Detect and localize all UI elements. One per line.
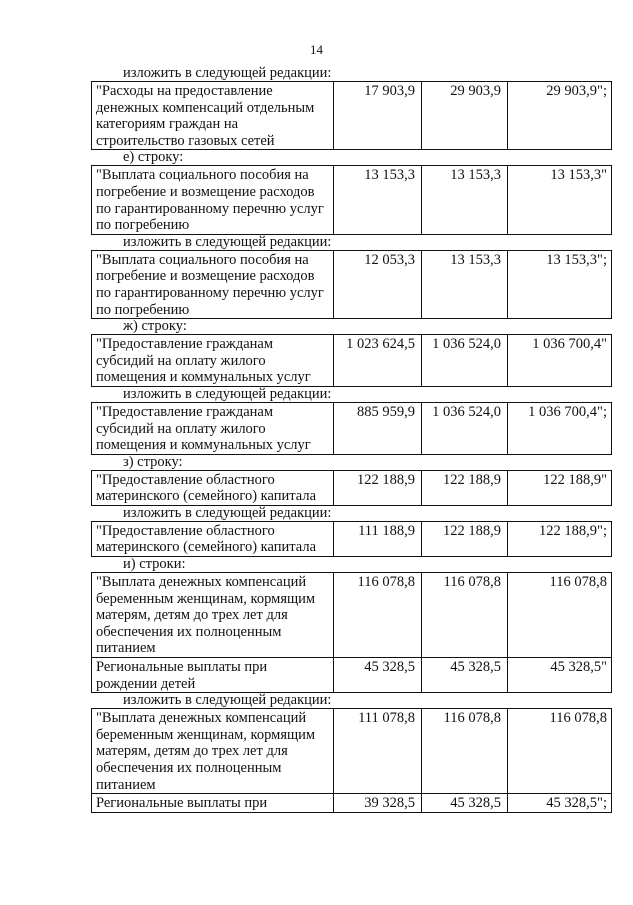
instruction-line: ж) строку: (123, 318, 187, 335)
value-cell-1: 12 053,3 (334, 250, 422, 318)
row-name-cell: "Предоставление областного материнского (семейного) капитала (92, 470, 334, 505)
value-cell-1: 122 188,9 (334, 470, 422, 505)
value-cell-2: 29 903,9 (422, 82, 508, 150)
value-cell-3: 13 153,3"; (508, 250, 612, 318)
budget-table (91, 334, 612, 387)
value-cell-2: 122 188,9 (422, 521, 508, 556)
table-row (92, 335, 612, 387)
value-cell-2: 13 153,3 (422, 166, 508, 234)
value-cell-1: 17 903,9 (334, 82, 422, 150)
value-cell-1: 1 023 624,5 (334, 335, 422, 387)
page-number: 14 (310, 42, 323, 57)
table-row (92, 521, 612, 556)
row-name-cell: "Выплата денежных компенсаций беременным женщинам, кормящим матерям, детям до трех лет для обеспечения их полноценным питанием (92, 573, 334, 658)
table-row (92, 573, 612, 658)
table-row (92, 402, 612, 454)
budget-table (91, 521, 612, 557)
value-cell-1: 39 328,5 (334, 794, 422, 813)
budget-table (91, 165, 612, 234)
value-cell-2: 1 036 524,0 (422, 402, 508, 454)
value-cell-3: 29 903,9"; (508, 82, 612, 150)
value-cell-3: 116 078,8 (508, 573, 612, 658)
document-body (91, 66, 611, 813)
value-cell-1: 13 153,3 (334, 166, 422, 234)
instruction-line: изложить в следующей редакции: (123, 65, 332, 81)
value-cell-3: 122 188,9"; (508, 521, 612, 556)
instruction-line: изложить в следующей редакции: (123, 385, 332, 402)
value-cell-3: 116 078,8 (508, 709, 612, 794)
row-name-cell: Региональные выплаты при рождении детей (92, 658, 334, 693)
value-cell-2: 45 328,5 (422, 658, 508, 693)
row-name-cell: "Расходы на предоставление денежных компенсаций отдельным категориям граждан на строительство газовых сетей (92, 82, 334, 150)
budget-table (91, 470, 612, 506)
value-cell-3: 45 328,5"; (508, 794, 612, 813)
row-name-cell: "Предоставление гражданам субсидий на оплату жилого помещения и коммунальных услуг (92, 402, 334, 454)
value-cell-1: 116 078,8 (334, 573, 422, 658)
row-name-cell: "Выплата денежных компенсаций беременным женщинам, кормящим матерям, детям до трех лет для обеспечения их полноценным питанием (92, 709, 334, 794)
budget-table (91, 250, 612, 319)
value-cell-2: 116 078,8 (422, 573, 508, 658)
budget-table (91, 708, 612, 813)
instruction-line: изложить в следующей редакции: (123, 233, 332, 250)
value-cell-1: 45 328,5 (334, 658, 422, 693)
value-cell-3: 13 153,3" (508, 166, 612, 234)
value-cell-1: 885 959,9 (334, 402, 422, 454)
table-row (92, 470, 612, 505)
table-row (92, 658, 612, 693)
row-name-cell: "Предоставление областного материнского (семейного) капитала (92, 521, 334, 556)
value-cell-3: 45 328,5" (508, 658, 612, 693)
instruction-line: е) строку: (123, 149, 184, 166)
table-row (92, 794, 612, 813)
value-cell-2: 122 188,9 (422, 470, 508, 505)
value-cell-3: 1 036 700,4"; (508, 402, 612, 454)
value-cell-1: 111 188,9 (334, 521, 422, 556)
row-name-cell: "Выплата социального пособия на погребение и возмещение расходов по гарантированному перечню услуг по погребению (92, 166, 334, 234)
value-cell-2: 116 078,8 (422, 709, 508, 794)
value-cell-3: 1 036 700,4" (508, 335, 612, 387)
table-row (92, 250, 612, 318)
row-name-cell: "Предоставление гражданам субсидий на оплату жилого помещения и коммунальных услуг (92, 335, 334, 387)
value-cell-3: 122 188,9" (508, 470, 612, 505)
budget-table (91, 81, 612, 150)
table-row (92, 82, 612, 150)
value-cell-2: 1 036 524,0 (422, 335, 508, 387)
budget-table (91, 402, 612, 455)
instruction-line: и) строки: (123, 556, 186, 573)
instruction-line: изложить в следующей редакции: (123, 692, 332, 709)
value-cell-2: 45 328,5 (422, 794, 508, 813)
row-name-cell: "Выплата социального пособия на погребение и возмещение расходов по гарантированному перечню услуг по погребению (92, 250, 334, 318)
budget-table (91, 572, 612, 693)
instruction-line: изложить в следующей редакции: (123, 504, 332, 521)
row-name-cell: Региональные выплаты при (92, 794, 334, 813)
table-row (92, 709, 612, 794)
value-cell-2: 13 153,3 (422, 250, 508, 318)
instruction-line: з) строку: (123, 453, 183, 470)
table-row (92, 166, 612, 234)
value-cell-1: 111 078,8 (334, 709, 422, 794)
